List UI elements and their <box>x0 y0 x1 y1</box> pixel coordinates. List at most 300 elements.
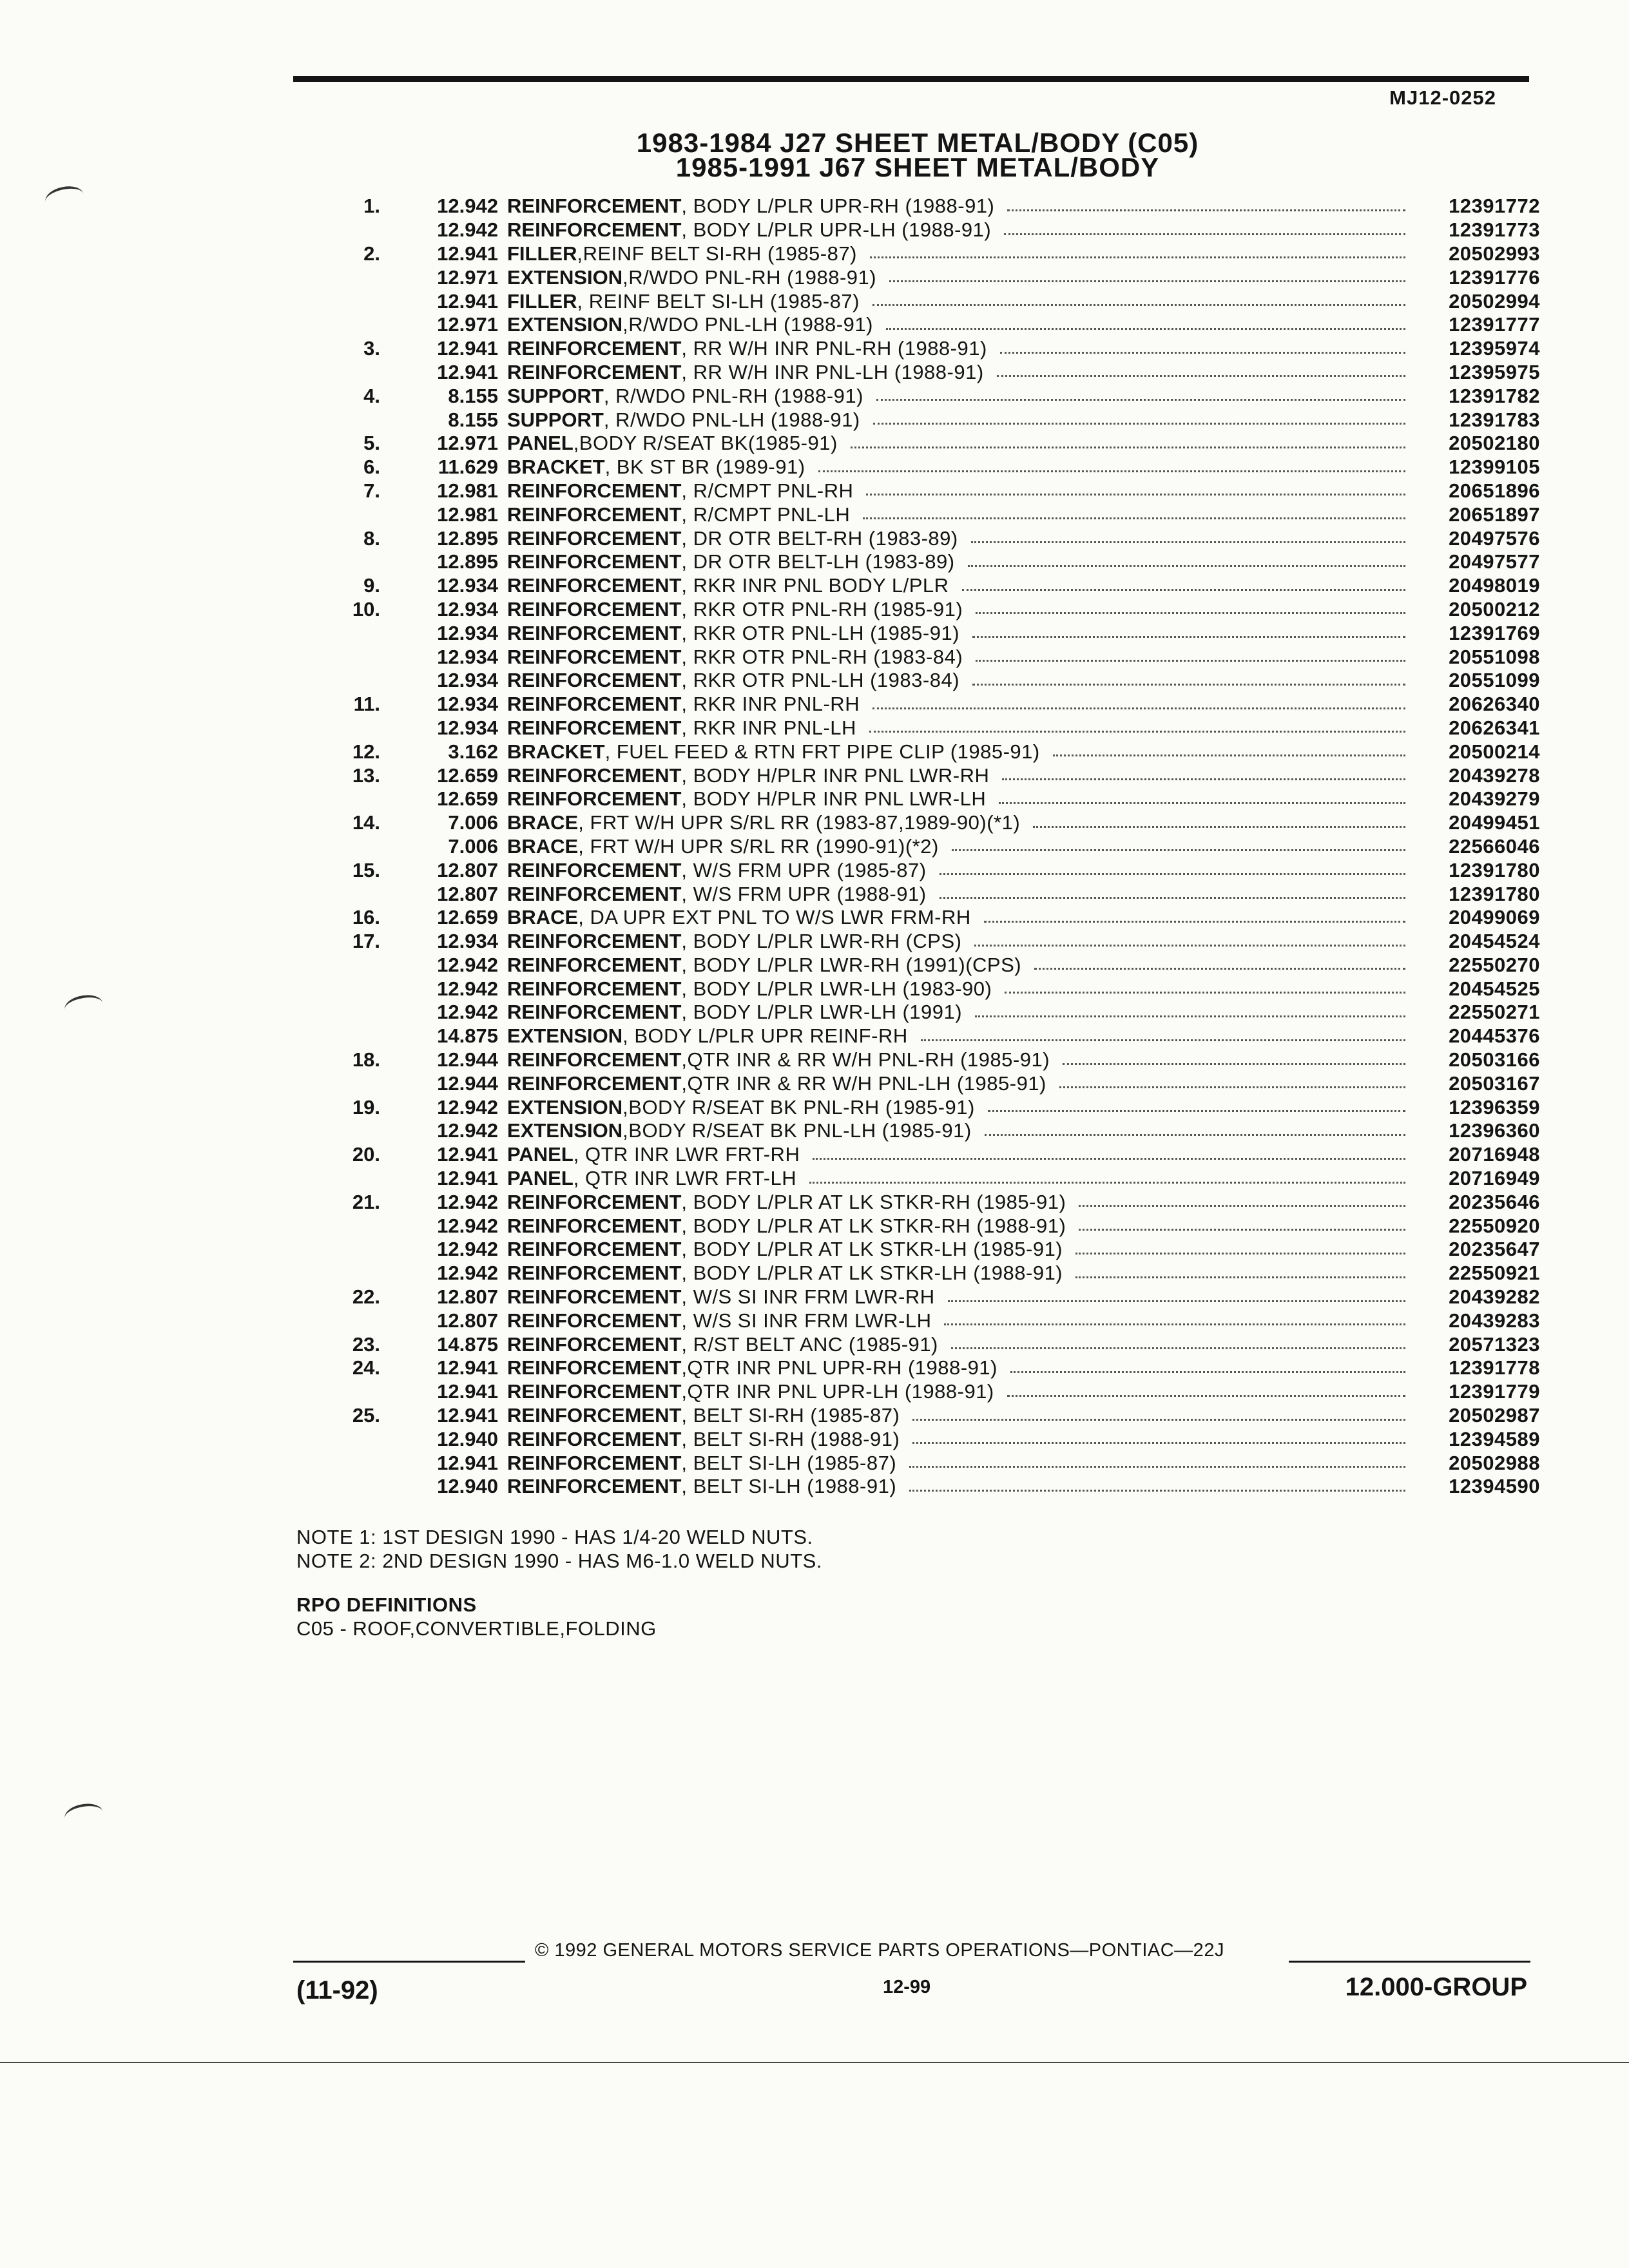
dot-leader <box>976 660 1405 662</box>
dot-leader <box>851 447 1405 448</box>
group-number: 12.941 <box>437 1451 498 1474</box>
part-name: BRACKET <box>507 740 605 763</box>
part-number: 12391780 <box>1449 858 1540 881</box>
part-row <box>284 218 1540 242</box>
part-name: REINFORCEMENT <box>507 1190 682 1213</box>
part-number: 20716949 <box>1449 1167 1540 1190</box>
part-number: 22550271 <box>1449 1001 1540 1024</box>
part-name: PANEL <box>507 1143 574 1166</box>
ref-number: 8. <box>363 526 380 550</box>
part-name: REINFORCEMENT <box>507 693 682 716</box>
part-name: REINFORCEMENT <box>507 1238 682 1261</box>
group-number: 12.659 <box>437 906 498 929</box>
dot-leader <box>984 921 1405 923</box>
part-row <box>284 835 1540 859</box>
group-label: 12.000-GROUP <box>1345 1973 1527 2001</box>
dot-leader <box>976 612 1405 614</box>
part-number: 12395975 <box>1449 360 1540 383</box>
part-name: EXTENSION <box>507 1024 623 1048</box>
dot-leader <box>974 945 1405 947</box>
ref-number: 2. <box>363 242 380 265</box>
part-number: 12391773 <box>1449 218 1540 242</box>
part-row <box>284 1475 1540 1499</box>
part-number: 20502993 <box>1449 242 1540 265</box>
dot-leader <box>1063 1063 1405 1065</box>
part-row <box>284 693 1540 716</box>
dot-leader <box>972 684 1405 686</box>
part-row <box>284 740 1540 764</box>
part-number: 12391779 <box>1449 1380 1540 1403</box>
part-row <box>284 526 1540 550</box>
group-number: 12.807 <box>437 1309 498 1332</box>
part-number: 20502988 <box>1449 1451 1540 1474</box>
part-name: SUPPORT <box>507 408 604 431</box>
part-number: 20551098 <box>1449 645 1540 668</box>
group-number: 12.941 <box>437 360 498 383</box>
dot-leader <box>944 1323 1405 1325</box>
part-description: , R/CMPT PNL-RH <box>681 479 854 502</box>
group-number: 7.006 <box>448 834 498 858</box>
group-number: 12.659 <box>437 787 498 811</box>
part-name: EXTENSION <box>507 1119 623 1142</box>
part-row <box>284 645 1540 669</box>
part-row <box>284 811 1540 835</box>
part-description: , R/ST BELT ANC (1985-91) <box>681 1332 938 1356</box>
part-description: , W/S SI INR FRM LWR-LH <box>681 1309 932 1332</box>
part-description: , BODY L/PLR LWR-LH (1983-90) <box>681 977 992 1000</box>
dot-leader <box>1075 1253 1405 1254</box>
group-number: 12.659 <box>437 764 498 787</box>
part-name: BRACE <box>507 906 579 929</box>
ref-number: 7. <box>363 479 380 502</box>
part-description: , BODY L/PLR UPR REINF-RH <box>622 1024 908 1048</box>
part-row <box>284 954 1540 977</box>
copyright: © 1992 GENERAL MOTORS SERVICE PARTS OPERATIONS—PONTIAC—22J <box>535 1940 1224 1961</box>
dot-leader <box>999 802 1405 804</box>
ref-number: 14. <box>352 811 380 834</box>
part-row <box>284 1095 1540 1119</box>
dot-leader <box>866 494 1405 495</box>
dot-leader <box>886 328 1405 330</box>
group-number: 12.942 <box>437 1214 498 1237</box>
group-number: 12.981 <box>437 479 498 502</box>
part-row <box>284 1285 1540 1309</box>
part-name: REINFORCEMENT <box>507 1309 682 1332</box>
dot-leader <box>952 849 1405 851</box>
part-number: 20499069 <box>1449 906 1540 929</box>
group-number: 12.807 <box>437 1285 498 1309</box>
part-number: 20439279 <box>1449 787 1540 811</box>
footer-rule-right <box>1289 1961 1530 1963</box>
part-description: , BODY H/PLR INR PNL LWR-LH <box>681 787 987 811</box>
part-name: REINFORCEMENT <box>507 597 682 620</box>
part-number: 12399105 <box>1449 456 1540 479</box>
part-description: , BELT SI-LH (1985-87) <box>681 1451 897 1474</box>
part-number: 20235647 <box>1449 1238 1540 1261</box>
ref-number: 9. <box>363 574 380 597</box>
rpo-c05: C05 - ROOF,CONVERTIBLE,FOLDING <box>296 1617 657 1640</box>
dot-leader <box>1002 778 1405 780</box>
part-row <box>284 598 1540 622</box>
part-description: , BODY L/PLR LWR-LH (1991) <box>681 1001 963 1024</box>
part-name: REINFORCEMENT <box>507 1404 682 1427</box>
document-id: MJ12-0252 <box>1389 86 1496 109</box>
part-description: , BELT SI-RH (1988-91) <box>681 1427 900 1450</box>
group-number: 12.934 <box>437 669 498 692</box>
dot-leader <box>873 423 1405 425</box>
dot-leader <box>1075 1276 1405 1278</box>
part-description: , BODY L/PLR LWR-RH (CPS) <box>681 930 962 953</box>
part-description: , DA UPR EXT PNL TO W/S LWR FRM-RH <box>578 906 971 929</box>
part-row <box>284 1214 1540 1238</box>
part-description: ,BODY R/SEAT BK(1985-91) <box>573 432 838 455</box>
dot-leader <box>813 1158 1405 1160</box>
part-name: EXTENSION <box>507 265 623 289</box>
dot-leader <box>1000 352 1405 354</box>
part-name: REINFORCEMENT <box>507 360 682 383</box>
part-description: , QTR INR LWR FRT-LH <box>573 1167 797 1190</box>
binder-hole-mark <box>63 992 105 1021</box>
group-number: 12.942 <box>437 195 498 218</box>
dot-leader <box>809 1182 1405 1184</box>
part-row <box>284 621 1540 645</box>
part-row <box>284 1119 1540 1143</box>
dot-leader <box>962 589 1405 591</box>
group-number: 12.941 <box>437 1380 498 1403</box>
part-number: 20500214 <box>1449 740 1540 763</box>
part-row <box>284 479 1540 503</box>
ref-number: 1. <box>363 195 380 218</box>
part-description: , REINF BELT SI-LH (1985-87) <box>577 289 860 312</box>
group-number: 12.944 <box>437 1072 498 1095</box>
group-number: 12.934 <box>437 716 498 739</box>
part-description: , BODY H/PLR INR PNL LWR-RH <box>681 764 990 787</box>
ref-number: 4. <box>363 384 380 407</box>
group-number: 12.971 <box>437 313 498 336</box>
group-number: 12.941 <box>437 1404 498 1427</box>
part-name: REINFORCEMENT <box>507 1356 682 1379</box>
part-description: , RR W/H INR PNL-LH (1988-91) <box>681 360 984 383</box>
part-number: 12396360 <box>1449 1119 1540 1142</box>
part-number: 20235646 <box>1449 1190 1540 1213</box>
part-name: REINFORCEMENT <box>507 669 682 692</box>
part-description: , RKR INR PNL-LH <box>681 716 856 739</box>
part-row <box>284 1024 1540 1048</box>
part-description: , BODY L/PLR UPR-LH (1988-91) <box>681 218 992 242</box>
ref-number: 24. <box>352 1356 380 1379</box>
ref-number: 16. <box>352 906 380 929</box>
dot-leader <box>968 565 1405 567</box>
group-number: 12.934 <box>437 597 498 620</box>
group-number: 12.941 <box>437 337 498 360</box>
part-name: FILLER <box>507 242 577 265</box>
dot-leader <box>872 707 1405 709</box>
dot-leader <box>948 1300 1405 1302</box>
part-row <box>284 242 1540 266</box>
part-row <box>284 574 1540 598</box>
group-number: 12.934 <box>437 574 498 597</box>
ref-number: 22. <box>352 1285 380 1309</box>
part-number: 20500212 <box>1449 597 1540 620</box>
group-number: 12.940 <box>437 1475 498 1498</box>
part-row <box>284 716 1540 740</box>
dot-leader <box>909 1490 1405 1492</box>
part-description: , R/WDO PNL-LH (1988-91) <box>603 408 860 431</box>
group-number: 12.941 <box>437 242 498 265</box>
part-description: , RR W/H INR PNL-RH (1988-91) <box>681 337 987 360</box>
footer-rule-left <box>293 1961 525 1963</box>
group-number: 12.934 <box>437 645 498 668</box>
part-name: REINFORCEMENT <box>507 977 682 1000</box>
part-number: 20503167 <box>1449 1072 1540 1095</box>
part-name: REINFORCEMENT <box>507 930 682 953</box>
part-row <box>284 1190 1540 1214</box>
part-name: REINFORCEMENT <box>507 503 682 526</box>
ref-number: 25. <box>352 1404 380 1427</box>
group-number: 3.162 <box>448 740 498 763</box>
group-number: 12.981 <box>437 503 498 526</box>
page-number: 12-99 <box>883 1977 931 1997</box>
part-description: , RKR OTR PNL-LH (1983-84) <box>681 669 960 692</box>
part-name: REINFORCEMENT <box>507 337 682 360</box>
dot-leader <box>1034 968 1405 970</box>
part-description: , RKR INR PNL-RH <box>681 693 860 716</box>
part-number: 20503166 <box>1449 1048 1540 1072</box>
part-row <box>284 289 1540 313</box>
group-number: 8.155 <box>448 408 498 431</box>
part-description: , RKR OTR PNL-RH (1985-91) <box>681 597 963 620</box>
part-number: 20497577 <box>1449 550 1540 573</box>
binder-hole-mark <box>63 1801 105 1829</box>
group-number: 14.875 <box>437 1024 498 1048</box>
part-description: , R/WDO PNL-RH (1988-91) <box>603 384 863 407</box>
dot-leader <box>1007 209 1405 211</box>
part-number: 20626341 <box>1449 716 1540 739</box>
group-number: 12.971 <box>437 265 498 289</box>
part-number: 20502180 <box>1449 432 1540 455</box>
group-number: 12.942 <box>437 1238 498 1261</box>
part-description: ,BODY R/SEAT BK PNL-RH (1985-91) <box>622 1095 975 1119</box>
ref-number: 19. <box>352 1095 380 1119</box>
part-name: SUPPORT <box>507 384 604 407</box>
dot-leader <box>869 731 1405 733</box>
dot-leader <box>1005 992 1405 994</box>
part-number: 20497576 <box>1449 526 1540 550</box>
part-description: , RKR OTR PNL-RH (1983-84) <box>681 645 963 668</box>
part-row <box>284 1309 1540 1332</box>
note-1: NOTE 1: 1ST DESIGN 1990 - HAS 1/4-20 WELD NUTS. <box>296 1526 813 1548</box>
ref-number: 11. <box>353 693 380 716</box>
part-row <box>284 1072 1540 1095</box>
group-number: 12.942 <box>437 1001 498 1024</box>
group-number: 12.942 <box>437 1262 498 1285</box>
part-number: 12394590 <box>1449 1475 1540 1498</box>
dot-leader <box>876 399 1405 401</box>
part-name: REINFORCEMENT <box>507 764 682 787</box>
part-description: , DR OTR BELT-LH (1983-89) <box>681 550 955 573</box>
part-row <box>284 1356 1540 1380</box>
part-name: REINFORCEMENT <box>507 1262 682 1285</box>
dot-leader <box>1059 1086 1405 1088</box>
part-row <box>284 1451 1540 1475</box>
ref-number: 5. <box>363 432 380 455</box>
part-description: ,QTR INR PNL UPR-RH (1988-91) <box>681 1356 998 1379</box>
part-description: , FRT W/H UPR S/RL RR (1983-87,1989-90)(*1) <box>578 811 1021 834</box>
part-row <box>284 456 1540 479</box>
part-row <box>284 550 1540 574</box>
part-number: 20445376 <box>1449 1024 1540 1048</box>
part-name: REINFORCEMENT <box>507 1332 682 1356</box>
part-number: 12391776 <box>1449 265 1540 289</box>
ref-number: 20. <box>352 1143 380 1166</box>
part-number: 12391783 <box>1449 408 1540 431</box>
group-number: 12.895 <box>437 526 498 550</box>
dot-leader <box>818 470 1405 472</box>
part-name: REINFORCEMENT <box>507 953 682 976</box>
part-number: 20716948 <box>1449 1143 1540 1166</box>
ref-number: 12. <box>352 740 380 763</box>
part-description: , BODY L/PLR UPR-RH (1988-91) <box>681 195 995 218</box>
note-2: NOTE 2: 2ND DESIGN 1990 - HAS M6-1.0 WELD NUTS. <box>296 1550 822 1572</box>
page-title <box>0 128 1629 182</box>
part-number: 20626340 <box>1449 693 1540 716</box>
part-number: 20439282 <box>1449 1285 1540 1309</box>
part-row <box>284 1262 1540 1285</box>
part-description: , BODY L/PLR AT LK STKR-RH (1988-91) <box>681 1214 1066 1237</box>
part-number: 12396359 <box>1449 1095 1540 1119</box>
dot-leader <box>912 1442 1405 1444</box>
dot-leader <box>863 517 1405 519</box>
part-row <box>284 787 1540 811</box>
part-name: REINFORCEMENT <box>507 1214 682 1237</box>
ref-number: 21. <box>352 1190 380 1213</box>
part-row <box>284 1167 1540 1191</box>
part-number: 20439278 <box>1449 764 1540 787</box>
group-number: 12.971 <box>437 432 498 455</box>
part-name: PANEL <box>507 432 574 455</box>
part-number: 20454525 <box>1449 977 1540 1000</box>
part-number: 20502994 <box>1449 289 1540 312</box>
part-description: , QTR INR LWR FRT-RH <box>573 1143 800 1166</box>
ref-number: 17. <box>352 930 380 953</box>
group-number: 14.875 <box>437 1332 498 1356</box>
group-number: 12.942 <box>437 1119 498 1142</box>
part-number: 20454524 <box>1449 930 1540 953</box>
dot-leader <box>909 1466 1405 1468</box>
part-description: ,REINF BELT SI-RH (1985-87) <box>577 242 857 265</box>
part-row <box>284 1001 1540 1024</box>
part-row <box>284 1238 1540 1262</box>
ref-number: 13. <box>352 764 380 787</box>
part-row <box>284 313 1540 337</box>
part-name: REINFORCEMENT <box>507 1427 682 1450</box>
part-row <box>284 669 1540 693</box>
part-name: PANEL <box>507 1167 574 1190</box>
group-number: 12.934 <box>437 621 498 644</box>
part-description: ,QTR INR & RR W/H PNL-RH (1985-91) <box>681 1048 1050 1072</box>
top-rule <box>293 76 1529 82</box>
part-row <box>284 432 1540 456</box>
part-name: FILLER <box>507 289 577 312</box>
group-number: 12.944 <box>437 1048 498 1072</box>
part-description: , BODY L/PLR AT LK STKR-LH (1985-91) <box>681 1238 1063 1261</box>
part-name: REINFORCEMENT <box>507 858 682 881</box>
group-number: 12.934 <box>437 930 498 953</box>
part-row <box>284 930 1540 954</box>
part-number: 12391778 <box>1449 1356 1540 1379</box>
dot-leader <box>1007 1395 1405 1397</box>
rpo-definitions <box>296 1593 657 1640</box>
part-description: , W/S FRM UPR (1988-91) <box>681 882 927 905</box>
group-number: 12.941 <box>437 289 498 312</box>
part-name: REINFORCEMENT <box>507 574 682 597</box>
ref-number: 10. <box>352 597 380 620</box>
part-name: REINFORCEMENT <box>507 1451 682 1474</box>
ref-number: 23. <box>352 1332 380 1356</box>
part-description: , BELT SI-RH (1985-87) <box>681 1404 900 1427</box>
parts-list <box>284 195 1540 1499</box>
part-row <box>284 195 1540 218</box>
part-number: 12391769 <box>1449 621 1540 644</box>
revision-date: (11-92) <box>296 1976 378 2004</box>
part-row <box>284 503 1540 526</box>
part-number: 12391782 <box>1449 384 1540 407</box>
part-number: 12394589 <box>1449 1427 1540 1450</box>
part-row <box>284 764 1540 787</box>
scan-edge-line <box>0 2062 1629 2063</box>
dot-leader <box>940 897 1405 899</box>
group-number: 11.629 <box>438 456 498 479</box>
part-description: ,BODY R/SEAT BK PNL-LH (1985-91) <box>622 1119 972 1142</box>
group-number: 12.942 <box>437 977 498 1000</box>
dot-leader <box>988 1110 1405 1112</box>
group-number: 12.940 <box>437 1427 498 1450</box>
dot-leader <box>1010 1371 1405 1373</box>
group-number: 12.942 <box>437 1190 498 1213</box>
dot-leader <box>985 1134 1405 1136</box>
part-number: 12391780 <box>1449 882 1540 905</box>
dot-leader <box>921 1039 1405 1041</box>
part-number: 20499451 <box>1449 811 1540 834</box>
part-number: 22550270 <box>1449 953 1540 976</box>
group-number: 12.941 <box>437 1356 498 1379</box>
part-name: REINFORCEMENT <box>507 1285 682 1309</box>
group-number: 12.941 <box>437 1167 498 1190</box>
part-name: REINFORCEMENT <box>507 1001 682 1024</box>
part-name: REINFORCEMENT <box>507 1072 682 1095</box>
part-name: BRACE <box>507 811 579 834</box>
part-row <box>284 906 1540 930</box>
group-number: 12.807 <box>437 858 498 881</box>
part-name: REINFORCEMENT <box>507 645 682 668</box>
group-number: 12.807 <box>437 882 498 905</box>
part-description: ,QTR INR PNL UPR-LH (1988-91) <box>681 1380 994 1403</box>
dot-leader <box>1079 1229 1405 1231</box>
ref-number: 6. <box>363 456 380 479</box>
ref-number: 3. <box>363 337 380 360</box>
part-name: EXTENSION <box>507 1095 623 1119</box>
binder-hole-mark <box>43 183 86 213</box>
dot-leader <box>889 280 1405 282</box>
part-description: ,R/WDO PNL-LH (1988-91) <box>622 313 873 336</box>
dot-leader <box>997 375 1405 377</box>
group-number: 12.942 <box>437 953 498 976</box>
part-description: , FRT W/H UPR S/RL RR (1990-91)(*2) <box>578 834 939 858</box>
part-description: ,R/WDO PNL-RH (1988-91) <box>622 265 877 289</box>
part-number: 20651897 <box>1449 503 1540 526</box>
dot-leader <box>1079 1205 1405 1207</box>
part-description: , DR OTR BELT-RH (1983-89) <box>681 526 958 550</box>
